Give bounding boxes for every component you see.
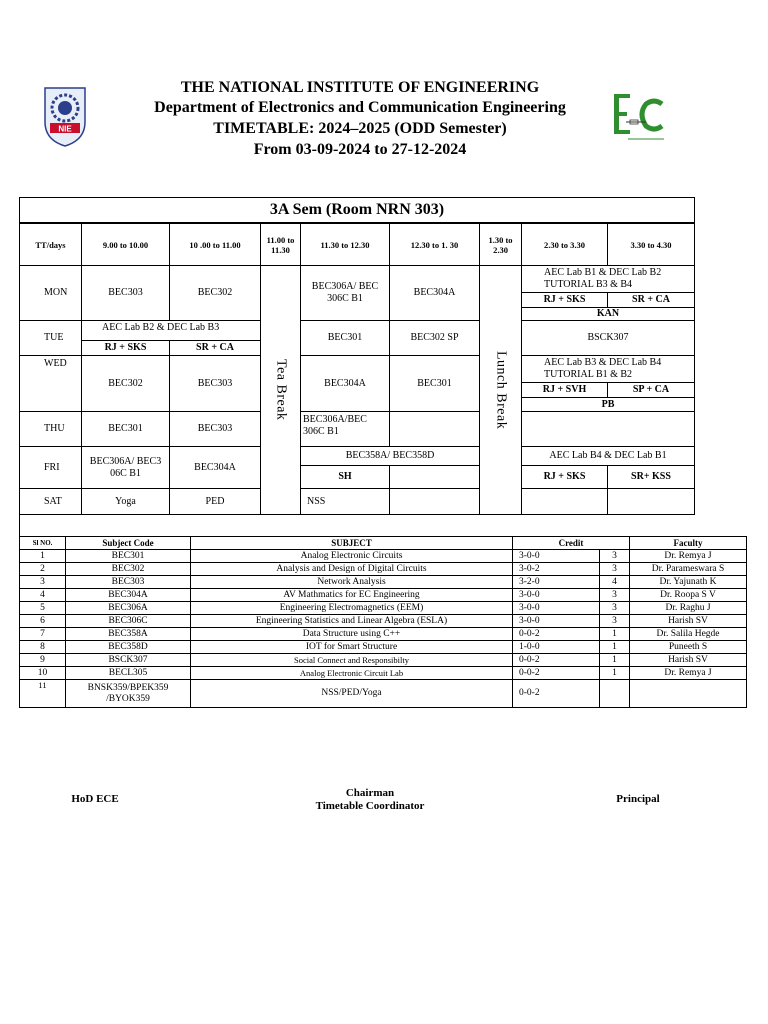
row-no: 8 (20, 641, 66, 654)
row-no: 6 (20, 615, 66, 628)
row-ltp: 3-0-0 (513, 602, 600, 615)
tue-slot5: BSCK307 (521, 320, 695, 356)
row-ltp: 3-0-0 (513, 550, 600, 563)
row-credit: 1 (600, 654, 630, 667)
tue-slot4: BEC302 SP (389, 320, 480, 356)
header-subject: SUBJECT (191, 537, 513, 550)
subject-table (19, 536, 747, 708)
row-ltp: 0-0-2 (513, 667, 600, 680)
mon-slot2: BEC302 (169, 265, 261, 321)
row-code: BEC301 (66, 550, 191, 563)
institute-name: THE NATIONAL INSTITUTE OF ENGINEERING (180, 79, 540, 96)
tue-faculty-1: RJ + SKS (81, 340, 170, 356)
subject-table-header (20, 537, 747, 550)
nie-logo (40, 86, 90, 148)
mon-slot4: BEC304A (389, 265, 480, 321)
thu-slot5 (521, 411, 695, 447)
mon-slot3: BEC306A/ BEC 306C B1 (300, 265, 390, 321)
fri-faculty-1: RJ + SKS (521, 465, 608, 489)
wed-lab: AEC Lab B3 & DEC Lab B4 TUTORIAL B1 & B2 (521, 355, 695, 383)
table-row (20, 602, 747, 615)
col-header-slot1: 9.00 to 10.00 (81, 223, 170, 266)
header-slno: Sl NO. (20, 537, 66, 550)
col-header-lunch: 1.30 to 2.30 (479, 223, 522, 266)
day-thu: THU (19, 411, 82, 447)
fri-slot2: BEC304A (169, 446, 261, 489)
fri-faculty-2: SR+ KSS (607, 465, 695, 489)
col-header-slot5: 2.30 to 3.30 (521, 223, 608, 266)
col-header-tea: 11.00 to 11.30 (260, 223, 301, 266)
row-no: 3 (20, 576, 66, 589)
wed-slot4: BEC301 (389, 355, 480, 412)
sat-slot3: NSS (300, 488, 390, 515)
row-faculty: Dr. Remya J (630, 550, 747, 563)
wed-faculty-1: RJ + SVH (521, 382, 608, 398)
fri-slot1: BEC306A/ BEC3 06C B1 (81, 446, 170, 489)
row-subject: Engineering Statistics and Linear Algebra (ESLA) (191, 615, 513, 628)
row-code: BEC304A (66, 589, 191, 602)
table-row (20, 641, 747, 654)
semester-period: From 03-09-2024 to 27-12-2024 (253, 141, 467, 158)
row-ltp: 3-2-0 (513, 576, 600, 589)
row-no: 5 (20, 602, 66, 615)
mon-faculty-3: KAN (521, 307, 695, 321)
lunch-break-label: Lunch Break (493, 350, 509, 430)
sig-hod: HoD ECE (71, 793, 119, 805)
frame-line (19, 514, 20, 536)
row-faculty (630, 680, 747, 708)
tea-break-label: Tea Break (273, 359, 289, 421)
row-code: BECL305 (66, 667, 191, 680)
row-ltp: 0-0-2 (513, 628, 600, 641)
sat-slot6 (607, 488, 695, 515)
table-row (20, 628, 747, 641)
lunch-break-cell (479, 265, 522, 515)
row-faculty: Harish SV (630, 615, 747, 628)
row-credit: 3 (600, 550, 630, 563)
day-wed: WED (19, 355, 82, 412)
row-no: 10 (20, 667, 66, 680)
row-faculty: Dr. Roopa S V (630, 589, 747, 602)
row-subject: Analog Electronic Circuits (191, 550, 513, 563)
row-no: 11 (20, 680, 66, 708)
row-subject: Analysis and Design of Digital Circuits (191, 563, 513, 576)
day-sat: SAT (19, 488, 82, 515)
row-faculty: Dr. Salila Hegde (630, 628, 747, 641)
row-credit: 1 (600, 628, 630, 641)
mon-slot1: BEC303 (81, 265, 170, 321)
col-header-slot6: 3.30 to 4.30 (607, 223, 695, 266)
col-header-slot2: 10 .00 to 11.00 (169, 223, 261, 266)
thu-slot3: BEC306A/BEC 306C B1 (300, 411, 390, 447)
tea-break-cell (260, 265, 301, 515)
row-code: BNSK359/BPEK359 /BYOK359 (66, 680, 191, 708)
row-credit: 3 (600, 615, 630, 628)
row-ltp: 3-0-2 (513, 563, 600, 576)
row-subject: Analog Electronic Circuit Lab (191, 667, 513, 680)
row-subject: Network Analysis (191, 576, 513, 589)
row-credit: 3 (600, 589, 630, 602)
row-subject: Data Structure using C++ (191, 628, 513, 641)
table-row (20, 550, 747, 563)
row-code: BEC306C (66, 615, 191, 628)
sig-chairman: Chairman (345, 787, 395, 799)
table-row (20, 615, 747, 628)
row-code: BEC303 (66, 576, 191, 589)
wed-slot2: BEC303 (169, 355, 261, 412)
row-ltp: 3-0-0 (513, 615, 600, 628)
fri-elective-faculty: SH (300, 465, 390, 489)
thu-slot2: BEC303 (169, 411, 261, 447)
row-faculty: Dr. Remya J (630, 667, 747, 680)
mon-lab: AEC Lab B1 & DEC Lab B2 TUTORIAL B3 & B4 (521, 265, 695, 293)
row-code: BEC306A (66, 602, 191, 615)
ec-logo (612, 90, 668, 144)
table-row (20, 654, 747, 667)
row-code: BEC302 (66, 563, 191, 576)
timetable-title: TIMETABLE: 2024–2025 (ODD Semester) (213, 120, 507, 137)
tue-lab: AEC Lab B2 & DEC Lab B3 (81, 320, 261, 341)
table-row (20, 563, 747, 576)
row-credit: 3 (600, 602, 630, 615)
row-no: 2 (20, 563, 66, 576)
wed-slot3: BEC304A (300, 355, 390, 412)
col-header-days: TT/days (19, 223, 82, 266)
day-fri: FRI (19, 446, 82, 489)
sig-coordinator: Timetable Coordinator (315, 800, 425, 812)
tue-faculty-2: SR + CA (169, 340, 261, 356)
row-faculty: Harish SV (630, 654, 747, 667)
wed-slot1: BEC302 (81, 355, 170, 412)
table-row (20, 576, 747, 589)
row-code: BEC358A (66, 628, 191, 641)
fri-lab: AEC Lab B4 & DEC Lab B1 (521, 446, 695, 466)
row-code: BEC358D (66, 641, 191, 654)
row-ltp: 0-0-2 (513, 654, 600, 667)
mon-faculty-1: RJ + SKS (521, 292, 608, 308)
row-credit: 1 (600, 667, 630, 680)
row-credit (600, 680, 630, 708)
mon-faculty-2: SR + CA (607, 292, 695, 308)
row-ltp: 1-0-0 (513, 641, 600, 654)
row-no: 4 (20, 589, 66, 602)
sat-slot1: Yoga (81, 488, 170, 515)
row-ltp: 0-0-2 (513, 680, 600, 708)
sat-slot4 (389, 488, 480, 515)
row-subject: AV Mathmatics for EC Engineering (191, 589, 513, 602)
thu-slot4 (389, 411, 480, 447)
sig-principal: Principal (616, 793, 660, 805)
header-code: Subject Code (66, 537, 191, 550)
fri-elective: BEC358A/ BEC358D (300, 446, 480, 466)
sat-slot2: PED (169, 488, 261, 515)
thu-slot1: BEC301 (81, 411, 170, 447)
header-faculty: Faculty (630, 537, 747, 550)
wed-faculty-2: SP + CA (607, 382, 695, 398)
table-row (20, 589, 747, 602)
fri-empty (389, 465, 480, 489)
row-no: 9 (20, 654, 66, 667)
wed-faculty-3: PB (521, 397, 695, 412)
col-header-slot4: 12.30 to 1. 30 (389, 223, 480, 266)
day-tue: TUE (19, 320, 82, 356)
row-no: 7 (20, 628, 66, 641)
row-credit: 4 (600, 576, 630, 589)
row-code: BSCK307 (66, 654, 191, 667)
row-credit: 1 (600, 641, 630, 654)
sat-slot5 (521, 488, 608, 515)
table-row (20, 680, 747, 708)
row-subject: IOT for Smart Structure (191, 641, 513, 654)
tue-slot3: BEC301 (300, 320, 390, 356)
row-subject: NSS/PED/Yoga (191, 680, 513, 708)
row-faculty: Puneeth S (630, 641, 747, 654)
svg-text:NIE: NIE (58, 124, 72, 134)
header-credit: Credit (513, 537, 630, 550)
row-no: 1 (20, 550, 66, 563)
row-subject: Social Connect and Responsibilty (191, 654, 513, 667)
row-credit: 3 (600, 563, 630, 576)
table-row (20, 667, 747, 680)
row-faculty: Dr. Raghu J (630, 602, 747, 615)
timetable-room-title: 3A Sem (Room NRN 303) (19, 197, 695, 223)
row-faculty: Dr. Parameswara S (630, 563, 747, 576)
day-mon: MON (19, 265, 82, 321)
row-subject: Engineering Electromagnetics (EEM) (191, 602, 513, 615)
row-ltp: 3-0-0 (513, 589, 600, 602)
department-name: Department of Electronics and Communication Engineering (154, 99, 566, 116)
col-header-slot3: 11.30 to 12.30 (300, 223, 390, 266)
row-faculty: Dr. Yajunath K (630, 576, 747, 589)
timetable-grid (19, 197, 695, 515)
